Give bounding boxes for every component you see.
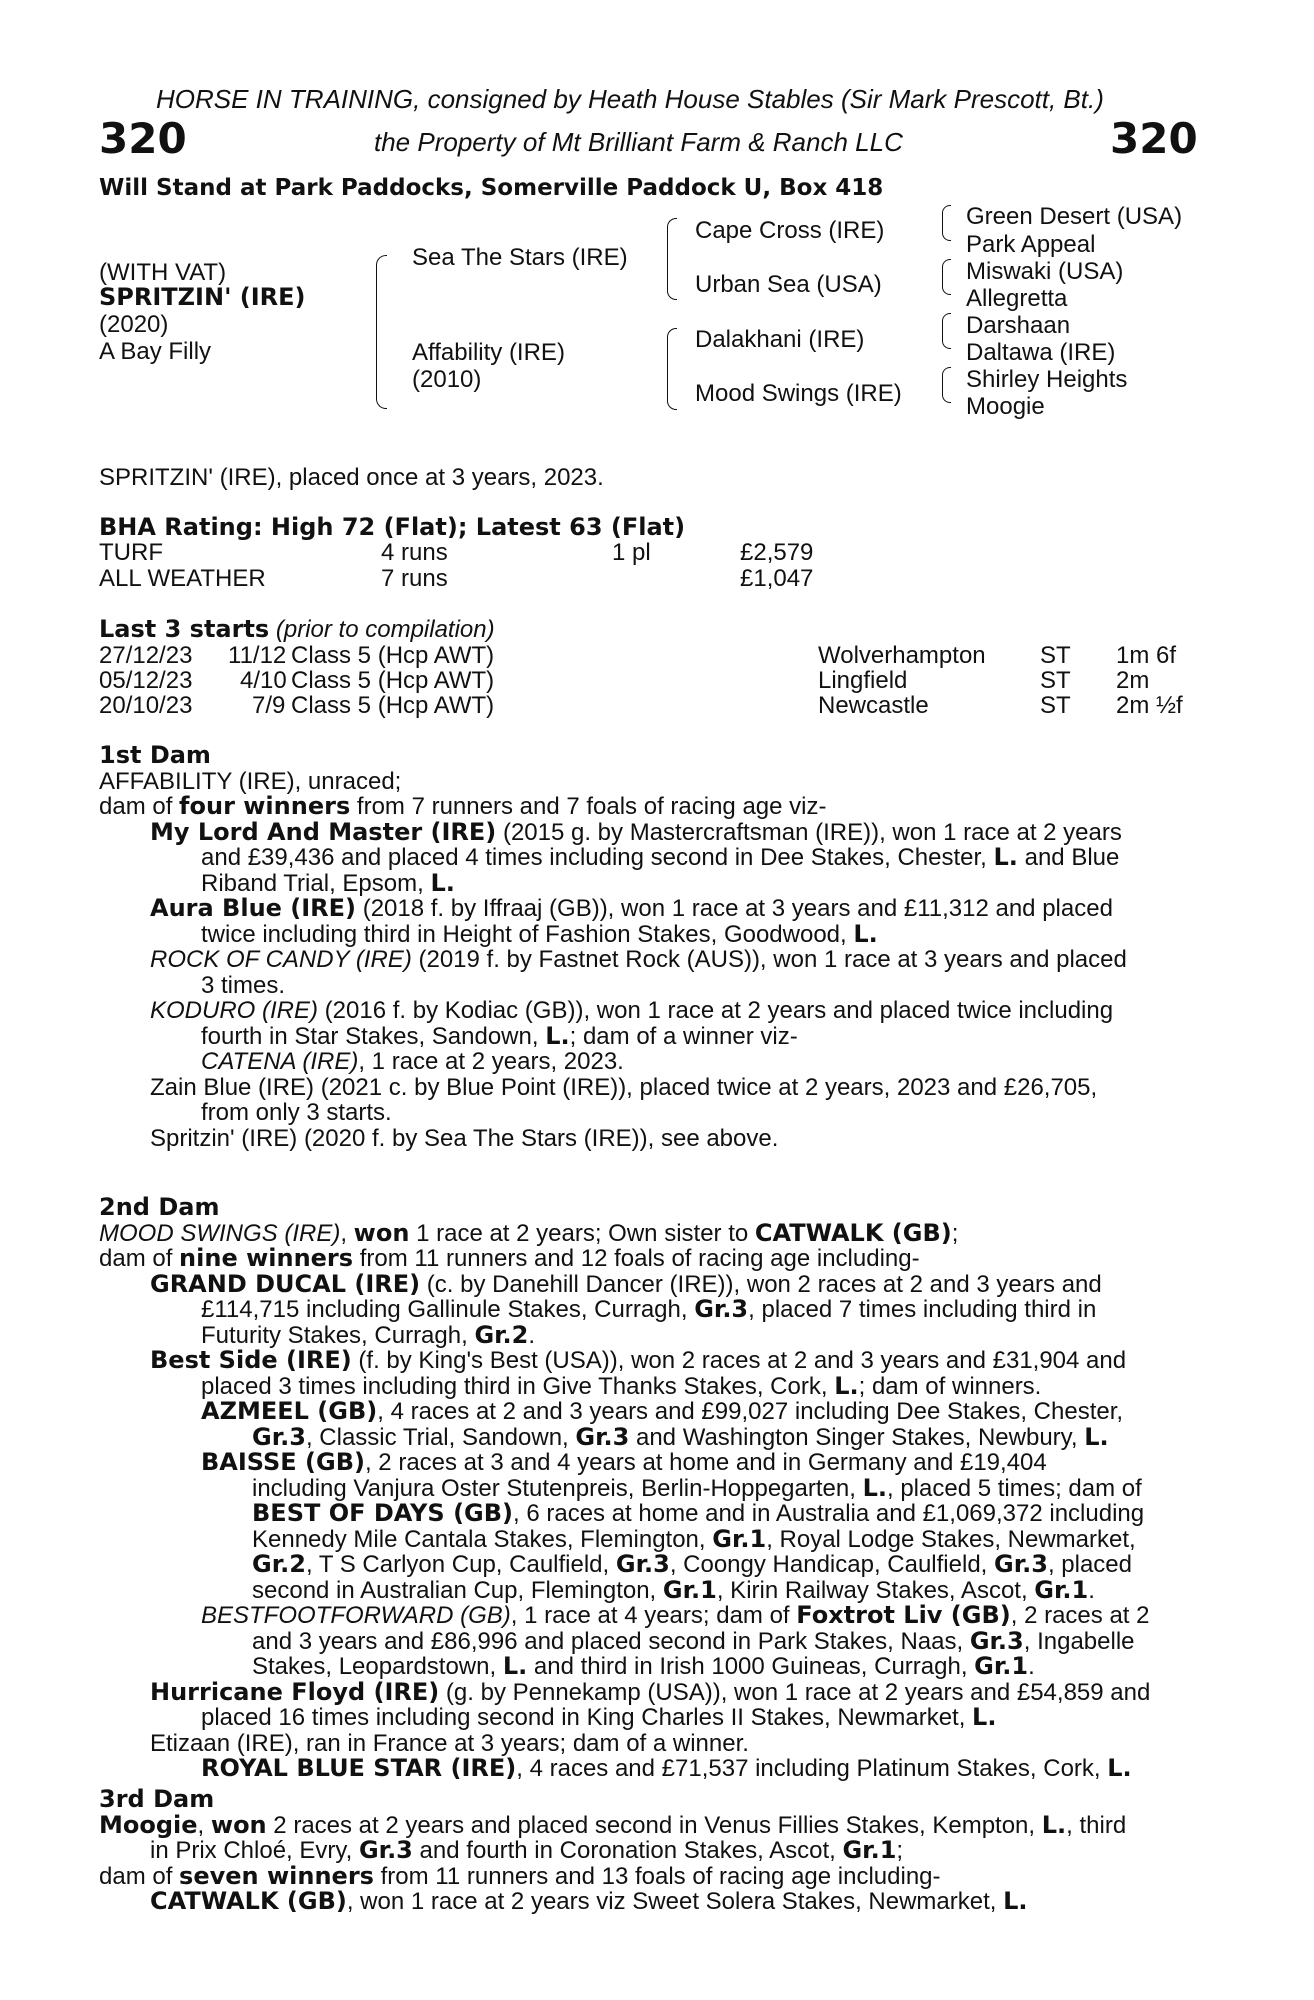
progeny-entry: Hurricane Floyd (IRE) (g. by Pennekamp (USA)), won 1 race at 2 years and £54,859 and xyxy=(150,1677,1151,1706)
starts-title: Last 3 starts xyxy=(99,615,270,643)
pedigree-dam-sire: Dalakhani (IRE) xyxy=(695,326,865,353)
progeny-entry-cont: and £39,436 and placed 4 times including second in Dee Stakes, Chester, L. and Blue xyxy=(201,843,1120,871)
progeny-entry: CATENA (IRE), 1 race at 2 years, 2023. xyxy=(201,1048,624,1075)
progeny-entry-cont: including Vanjura Oster Stutenpreis, Berlin-Hoppegarten, L., placed 5 times; dam of xyxy=(252,1473,1142,1502)
start-position: 7/9 xyxy=(252,692,286,719)
progeny-entry-cont: Stakes, Leopardstown, L. and third in Irish 1000 Guineas, Curragh, Gr.1. xyxy=(252,1652,1035,1680)
pedigree-brace-main xyxy=(376,255,387,409)
pedigree-brace-sd xyxy=(942,259,951,295)
progeny-entry-cont: Kennedy Mile Cantala Stakes, Flemington, Gr.1, Royal Lodge Stakes, Newmarket, xyxy=(252,1524,1136,1553)
progeny-entry: Etizaan (IRE), ran in France at 3 years; dam of a winner. xyxy=(150,1729,749,1757)
start-course: Lingfield xyxy=(818,667,908,694)
progeny-entry: ROCK OF CANDY (IRE) (2019 f. by Fastnet Rock (AUS)), won 1 race at 3 years and placed xyxy=(150,946,1127,973)
progeny-entry-cont: Riband Trial, Epsom, L. xyxy=(201,868,455,897)
first-dam-winners: dam of four winners from 7 runners and 7 foals of racing age viz- xyxy=(99,792,827,820)
start-date: 20/10/23 xyxy=(99,692,193,719)
third-dam-intro: Moogie, won 2 races at 2 years and placed second in Venus Fillies Stakes, Kempton, L., third xyxy=(99,1810,1127,1839)
start-distance: 2m ½f xyxy=(1116,692,1183,719)
pedigree-dsd: Daltawa (IRE) xyxy=(966,339,1116,366)
pedigree-sire-sire: Cape Cross (IRE) xyxy=(695,217,885,244)
progeny-entry: BESTFOOTFORWARD (GB), 1 race at 4 years; dam of Foxtrot Liv (GB), 2 races at 2 xyxy=(201,1601,1150,1629)
vat-note: (WITH VAT) xyxy=(99,259,227,286)
pedigree-dam-year: (2010) xyxy=(412,366,482,393)
progeny-entry: BAISSE (GB), 2 races at 3 and 4 years at home and in Germany and £19,404 xyxy=(201,1448,1047,1476)
pedigree-brace-ds xyxy=(942,313,951,349)
progeny-entry: CATWALK (GB), won 1 race at 2 years viz Sweet Solera Stakes, Newmarket, L. xyxy=(150,1887,1028,1915)
start-going: ST xyxy=(1040,667,1071,694)
pedigree-dam: Affability (IRE) xyxy=(412,339,565,366)
progeny-entry-cont: and 3 years and £86,996 and placed second in Park Stakes, Naas, Gr.3, Ingabelle xyxy=(252,1626,1135,1655)
progeny-entry-cont: fourth in Star Stakes, Sandown, L.; dam of a winner viz- xyxy=(201,1021,798,1050)
pedigree-sire: Sea The Stars (IRE) xyxy=(412,244,628,271)
stand-location: Will Stand at Park Paddocks, Somerville Paddock U, Box 418 xyxy=(99,175,884,201)
horse-description: A Bay Filly xyxy=(99,338,212,365)
start-going: ST xyxy=(1040,642,1071,669)
rating-turf-surface: TURF xyxy=(99,539,163,566)
rating-turf-placed: 1 pl xyxy=(612,539,651,566)
pedigree-dds: Shirley Heights xyxy=(966,366,1128,393)
start-going: ST xyxy=(1040,692,1071,719)
horse-year: (2020) xyxy=(99,311,169,338)
progeny-entry-cont: placed 3 times including third in Give Thanks Stakes, Cork, L.; dam of winners. xyxy=(201,1371,1042,1400)
pedigree-dam-dam: Mood Swings (IRE) xyxy=(695,380,902,407)
first-dam-heading: 1st Dam xyxy=(99,741,211,769)
third-dam-heading: 3rd Dam xyxy=(99,1785,215,1813)
rating-aw-surface: ALL WEATHER xyxy=(99,565,266,592)
pedigree-sire-dam: Urban Sea (USA) xyxy=(695,271,882,298)
progeny-entry-cont: second in Australian Cup, Flemington, Gr.1, Kirin Railway Stakes, Ascot, Gr.1. xyxy=(252,1575,1095,1604)
start-class: Class 5 (Hcp AWT) xyxy=(291,667,495,694)
start-date: 05/12/23 xyxy=(99,667,193,694)
start-date: 27/12/23 xyxy=(99,642,193,669)
progeny-entry: My Lord And Master (IRE) (2015 g. by Mastercraftsman (IRE)), won 1 race at 2 years xyxy=(150,817,1122,846)
progeny-entry: BEST OF DAYS (GB), 6 races at home and in Australia and £1,069,372 including xyxy=(252,1499,1145,1527)
second-dam-intro: MOOD SWINGS (IRE), won 1 race at 2 years; Own sister to CATWALK (GB); xyxy=(99,1218,959,1247)
progeny-entry-cont: 3 times. xyxy=(201,971,286,999)
first-dam-intro: AFFABILITY (IRE), unraced; xyxy=(99,767,402,795)
race-summary: SPRITZIN' (IRE), placed once at 3 years, 2023. xyxy=(99,464,604,491)
progeny-entry-cont: twice including third in Height of Fashion Stakes, Goodwood, L. xyxy=(201,919,878,948)
pedigree-sds: Miswaki (USA) xyxy=(966,258,1124,285)
start-course: Wolverhampton xyxy=(818,642,986,669)
progeny-entry-cont: from only 3 starts. xyxy=(201,1099,392,1126)
rating-turf-prize: £2,579 xyxy=(740,539,814,566)
progeny-entry-cont: Futurity Stakes, Curragh, Gr.2. xyxy=(201,1320,536,1349)
lot-number-left: 320 xyxy=(99,114,187,163)
horse-name: SPRITZIN' (IRE) xyxy=(99,283,306,311)
pedigree-ddd: Moogie xyxy=(966,393,1045,420)
second-dam-section xyxy=(99,1195,1199,1782)
bha-rating: BHA Rating: High 72 (Flat); Latest 63 (Flat) xyxy=(99,513,686,541)
progeny-entry: AZMEEL (GB), 4 races at 2 and 3 years and £99,027 including Dee Stakes, Chester, xyxy=(201,1397,1124,1425)
progeny-entry-cont: Gr.3, Classic Trial, Sandown, Gr.3 and Washington Singer Stakes, Newbury, L. xyxy=(252,1422,1109,1451)
start-distance: 1m 6f xyxy=(1116,642,1177,669)
pedigree-brace-dam xyxy=(667,328,677,410)
progeny-entry: KODURO (IRE) (2016 f. by Kodiac (GB)), won 1 race at 2 years and placed twice including xyxy=(150,997,1114,1024)
lot-number-right: 320 xyxy=(1110,114,1198,163)
start-class: Class 5 (Hcp AWT) xyxy=(291,642,495,669)
start-position: 11/12 xyxy=(228,642,287,669)
first-dam-section xyxy=(99,743,1199,1151)
start-position: 4/10 xyxy=(240,667,287,694)
progeny-entry: Spritzin' (IRE) (2020 f. by Sea The Stars (IRE)), see above. xyxy=(150,1124,779,1152)
progeny-entry: ROYAL BLUE STAR (IRE), 4 races and £71,537 including Platinum Stakes, Cork, L. xyxy=(201,1754,1132,1782)
second-dam-winners: dam of nine winners from 11 runners and 12 foals of racing age including- xyxy=(99,1244,920,1272)
third-dam-section xyxy=(99,1787,1199,1915)
property-line: the Property of Mt Brilliant Farm & Ranch LLC xyxy=(374,127,903,157)
pedigree-dss: Darshaan xyxy=(966,312,1071,339)
third-dam-intro-cont: in Prix Chloé, Evry, Gr.3 and fourth in Coronation Stakes, Ascot, Gr.1; xyxy=(150,1836,904,1864)
start-class: Class 5 (Hcp AWT) xyxy=(291,692,495,719)
starts-note: (prior to compilation) xyxy=(275,616,495,643)
pedigree-sss: Green Desert (USA) xyxy=(966,203,1183,230)
progeny-entry: GRAND DUCAL (IRE) (c. by Danehill Dancer (IRE)), won 2 races at 2 and 3 years and xyxy=(150,1269,1102,1298)
rating-aw-runs: 7 runs xyxy=(381,565,448,592)
second-dam-heading: 2nd Dam xyxy=(99,1193,220,1221)
progeny-entry-cont: Gr.2, T S Carlyon Cup, Caulfield, Gr.3, Coongy Handicap, Caulfield, Gr.3, placed xyxy=(252,1550,1132,1578)
start-course: Newcastle xyxy=(818,692,929,719)
progeny-entry: Zain Blue (IRE) (2021 c. by Blue Point (IRE)), placed twice at 2 years, 2023 and £26,705, xyxy=(150,1073,1098,1101)
start-distance: 2m xyxy=(1116,667,1150,694)
pedigree-ssd: Park Appeal xyxy=(966,231,1096,258)
progeny-entry: Best Side (IRE) (f. by King's Best (USA)), won 2 races at 2 and 3 years and £31,904 and xyxy=(150,1346,1127,1374)
rating-aw-prize: £1,047 xyxy=(740,565,814,592)
progeny-entry-cont: £114,715 including Gallinule Stakes, Curragh, Gr.3, placed 7 times including third in xyxy=(201,1295,1097,1323)
pedigree-brace-ss xyxy=(942,205,951,241)
progeny-entry: Aura Blue (IRE) (2018 f. by Iffraaj (GB)), won 1 race at 3 years and £11,312 and placed xyxy=(150,894,1113,922)
third-dam-winners: dam of seven winners from 11 runners and 13 foals of racing age including- xyxy=(99,1861,941,1890)
pedigree-sdd: Allegretta xyxy=(966,285,1068,312)
consignment-line: HORSE IN TRAINING, consigned by Heath House Stables (Sir Mark Prescott, Bt.) xyxy=(156,84,1104,114)
starts-heading xyxy=(99,617,495,643)
pedigree-brace-dd xyxy=(942,367,951,403)
pedigree-brace-sire xyxy=(667,218,677,300)
progeny-entry-cont: placed 16 times including second in King Charles II Stakes, Newmarket, L. xyxy=(201,1703,997,1731)
rating-turf-runs: 4 runs xyxy=(381,539,448,566)
